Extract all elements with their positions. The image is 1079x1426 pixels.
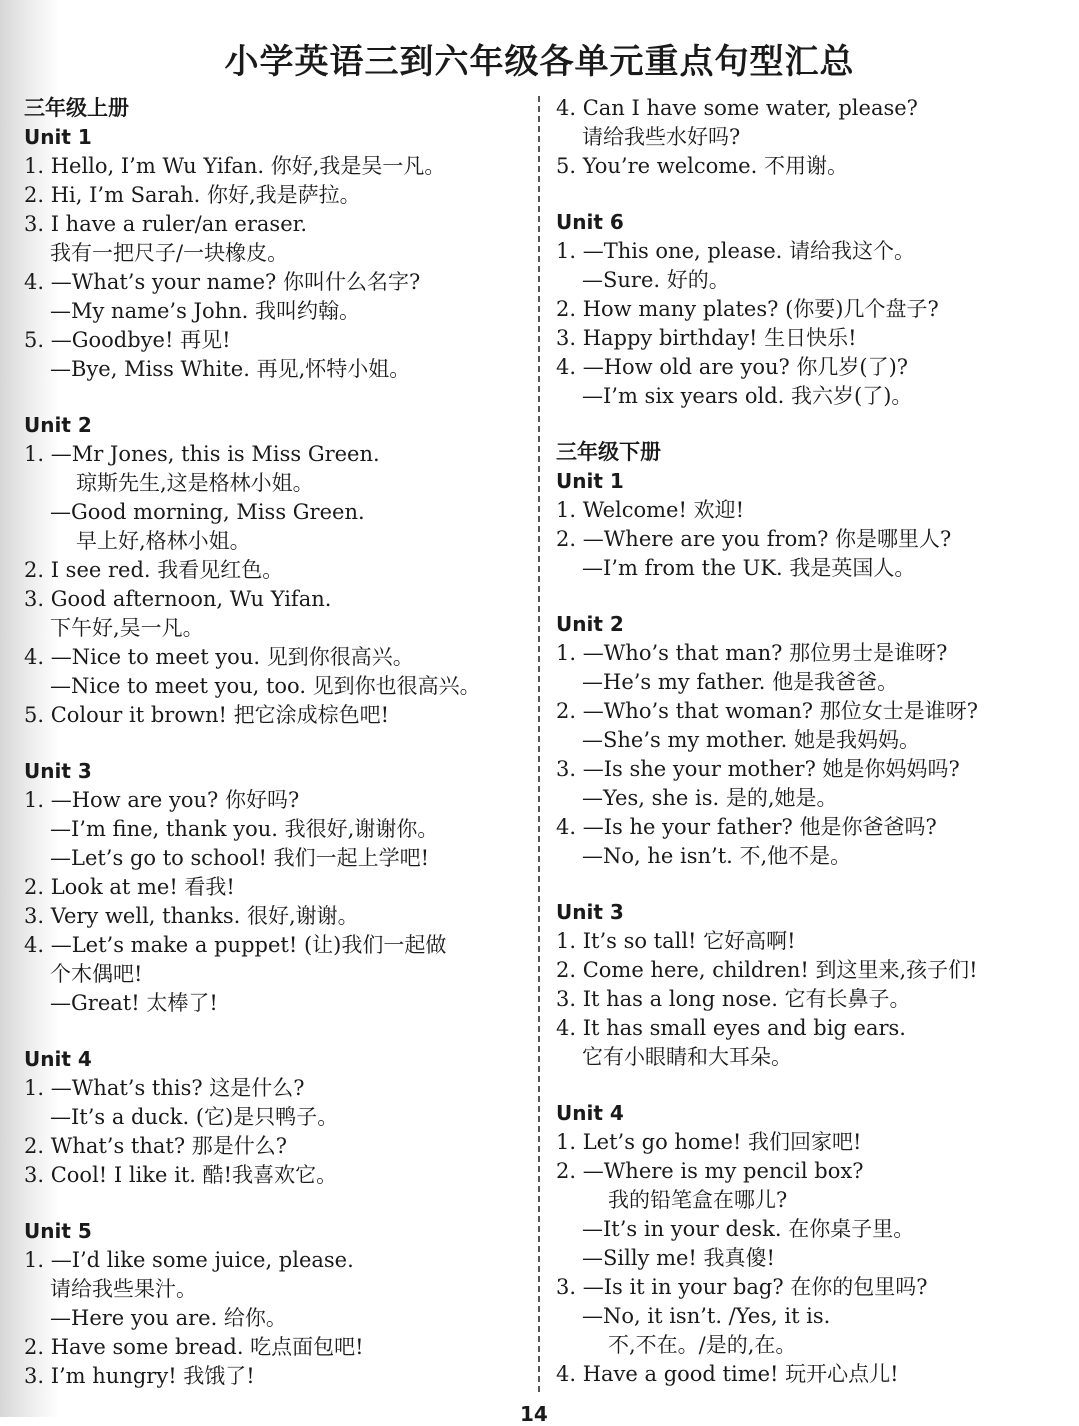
unit-heading: Unit 5 (24, 1219, 92, 1243)
sentence-line: 它有小眼睛和大耳朵。 (582, 1045, 792, 1069)
sentence-line: 个木偶吧! (50, 962, 143, 986)
unit-heading: Unit 3 (556, 900, 624, 924)
sentence-line: 我的铅笔盒在哪儿? (608, 1188, 788, 1212)
page-title: 小学英语三到六年级各单元重点句型汇总 (224, 42, 855, 82)
page-number: 14 (520, 1402, 548, 1426)
sentence-line: —It’s a duck. (它)是只鸭子。 (50, 1105, 339, 1129)
left-column (24, 94, 526, 1391)
sentence-line: 2. —Who’s that woman? 那位女士是谁呀? (556, 699, 978, 723)
section-spacer (24, 1018, 526, 1045)
sentence-line: —I’m from the UK. 我是英国人。 (582, 556, 916, 580)
unit-heading: Unit 2 (556, 612, 624, 636)
unit-heading: Unit 1 (24, 125, 92, 149)
unit-heading: Unit 2 (24, 413, 92, 437)
sentence-line: —It’s in your desk. 在你桌子里。 (582, 1217, 915, 1241)
sentence-line: 4. —Let’s make a puppet! (让)我们一起做 (24, 933, 447, 957)
sentence-line: 我有一把尺子/一块橡皮。 (50, 241, 289, 265)
section-spacer (556, 583, 1061, 610)
sentence-line: 3. —Is she your mother? 她是你妈妈吗? (556, 757, 960, 781)
sentence-line: 4. It has small eyes and big ears. (556, 1016, 906, 1040)
sentence-line: —No, it isn’t. /Yes, it is. (582, 1304, 831, 1328)
sentence-line: —Yes, she is. 是的,她是。 (582, 786, 838, 810)
sentence-line: 1. —This one, please. 请给我这个。 (556, 239, 916, 263)
section-spacer (556, 181, 1061, 208)
sentence-line: 2. Hi, I’m Sarah. 你好,我是萨拉。 (24, 183, 361, 207)
sentence-line: 3. I’m hungry! 我饿了! (24, 1364, 255, 1388)
sentence-line: 早上好,格林小姐。 (76, 529, 251, 553)
sentence-line: 5. You’re welcome. 不用谢。 (556, 154, 848, 178)
sentence-line: 1. Hello, I’m Wu Yifan. 你好,我是吴一凡。 (24, 154, 446, 178)
sentence-line: 下午好,吴一凡。 (50, 616, 204, 640)
sentence-line: 2. Look at me! 看我! (24, 875, 235, 899)
sentence-line: 3. I have a ruler/an eraser. (24, 212, 308, 236)
sentence-line: 4. —Is he your father? 他是你爸爸吗? (556, 815, 937, 839)
section-spacer (556, 1072, 1061, 1099)
unit-heading: Unit 6 (556, 210, 624, 234)
sentence-line: 5. Colour it brown! 把它涂成棕色吧! (24, 703, 390, 727)
sentence-line: 1. —Who’s that man? 那位男士是谁呀? (556, 641, 948, 665)
sentence-line: 2. How many plates? (你要)几个盘子? (556, 297, 939, 321)
section-spacer (556, 411, 1061, 438)
sentence-line: —Good morning, Miss Green. (50, 500, 365, 524)
sentence-line: —Great! 太棒了! (50, 991, 218, 1015)
sentence-line: 1. It’s so tall! 它好高啊! (556, 929, 796, 953)
sentence-line: —Bye, Miss White. 再见,怀特小姐。 (50, 357, 411, 381)
sentence-line: 4. Have a good time! 玩开心点儿! (556, 1362, 899, 1386)
sentence-line: 3. Good afternoon, Wu Yifan. (24, 587, 332, 611)
sentence-line: —I’m six years old. 我六岁(了)。 (582, 384, 913, 408)
sentence-line: 请给我些果汁。 (50, 1277, 197, 1301)
sentence-line: —No, he isn’t. 不,他不是。 (582, 844, 852, 868)
sentence-line: —Sure. 好的。 (582, 268, 730, 292)
unit-heading: Unit 4 (556, 1101, 624, 1125)
sentence-line: 5. —Goodbye! 再见! (24, 328, 231, 352)
sentence-line: 1. —How are you? 你好吗? (24, 788, 300, 812)
sentence-line: 不,不在。/是的,在。 (608, 1333, 797, 1357)
section-spacer (24, 730, 526, 757)
sentence-line: 4. Can I have some water, please? (556, 96, 918, 120)
sentence-line: 请给我些水好吗? (582, 125, 741, 149)
grade-heading: 三年级上册 (24, 96, 129, 120)
sentence-line: —He’s my father. 他是我爸爸。 (582, 670, 899, 694)
sentence-line: 4. —How old are you? 你几岁(了)? (556, 355, 909, 379)
sentence-line: 3. It has a long nose. 它有长鼻子。 (556, 987, 911, 1011)
sentence-line: 3. Happy birthday! 生日快乐! (556, 326, 857, 350)
sentence-line: —Silly me! 我真傻! (582, 1246, 775, 1270)
sentence-line: 2. Come here, children! 到这里来,孩子们! (556, 958, 978, 982)
sentence-line: 2. Have some bread. 吃点面包吧! (24, 1335, 364, 1359)
sentence-line: —She’s my mother. 她是我妈妈。 (582, 728, 920, 752)
unit-heading: Unit 3 (24, 759, 92, 783)
section-spacer (556, 871, 1061, 898)
sentence-line: 2. I see red. 我看见红色。 (24, 558, 284, 582)
sentence-line: 4. —What’s your name? 你叫什么名字? (24, 270, 421, 294)
section-spacer (24, 1190, 526, 1217)
sentence-line: 3. Cool! I like it. 酷!我喜欢它。 (24, 1163, 338, 1187)
sentence-line: —My name’s John. 我叫约翰。 (50, 299, 361, 323)
sentence-line: 2. —Where are you from? 你是哪里人? (556, 527, 952, 551)
right-column (556, 94, 1061, 1389)
sentence-line: —Here you are. 给你。 (50, 1306, 287, 1330)
unit-heading: Unit 4 (24, 1047, 92, 1071)
section-spacer (24, 384, 526, 411)
sentence-line: 琼斯先生,这是格林小姐。 (76, 471, 314, 495)
sentence-line: 1. Welcome! 欢迎! (556, 498, 745, 522)
sentence-line: 2. —Where is my pencil box? (556, 1159, 864, 1183)
sentence-line: 1. —Mr Jones, this is Miss Green. (24, 442, 380, 466)
sentence-line: 1. —What’s this? 这是什么? (24, 1076, 305, 1100)
grade-heading: 三年级下册 (556, 440, 661, 464)
sentence-line: 1. Let’s go home! 我们回家吧! (556, 1130, 862, 1154)
column-divider (538, 96, 540, 1392)
sentence-line: —I’m fine, thank you. 我很好,谢谢你。 (50, 817, 439, 841)
sentence-line: 3. Very well, thanks. 很好,谢谢。 (24, 904, 359, 928)
sentence-line: 3. —Is it in your bag? 在你的包里吗? (556, 1275, 928, 1299)
sentence-line: —Nice to meet you, too. 见到你也很高兴。 (50, 674, 481, 698)
sentence-line: 1. —I’d like some juice, please. (24, 1248, 354, 1272)
unit-heading: Unit 1 (556, 469, 624, 493)
sentence-line: 2. What’s that? 那是什么? (24, 1134, 288, 1158)
sentence-line: —Let’s go to school! 我们一起上学吧! (50, 846, 430, 870)
sentence-line: 4. —Nice to meet you. 见到你很高兴。 (24, 645, 414, 669)
